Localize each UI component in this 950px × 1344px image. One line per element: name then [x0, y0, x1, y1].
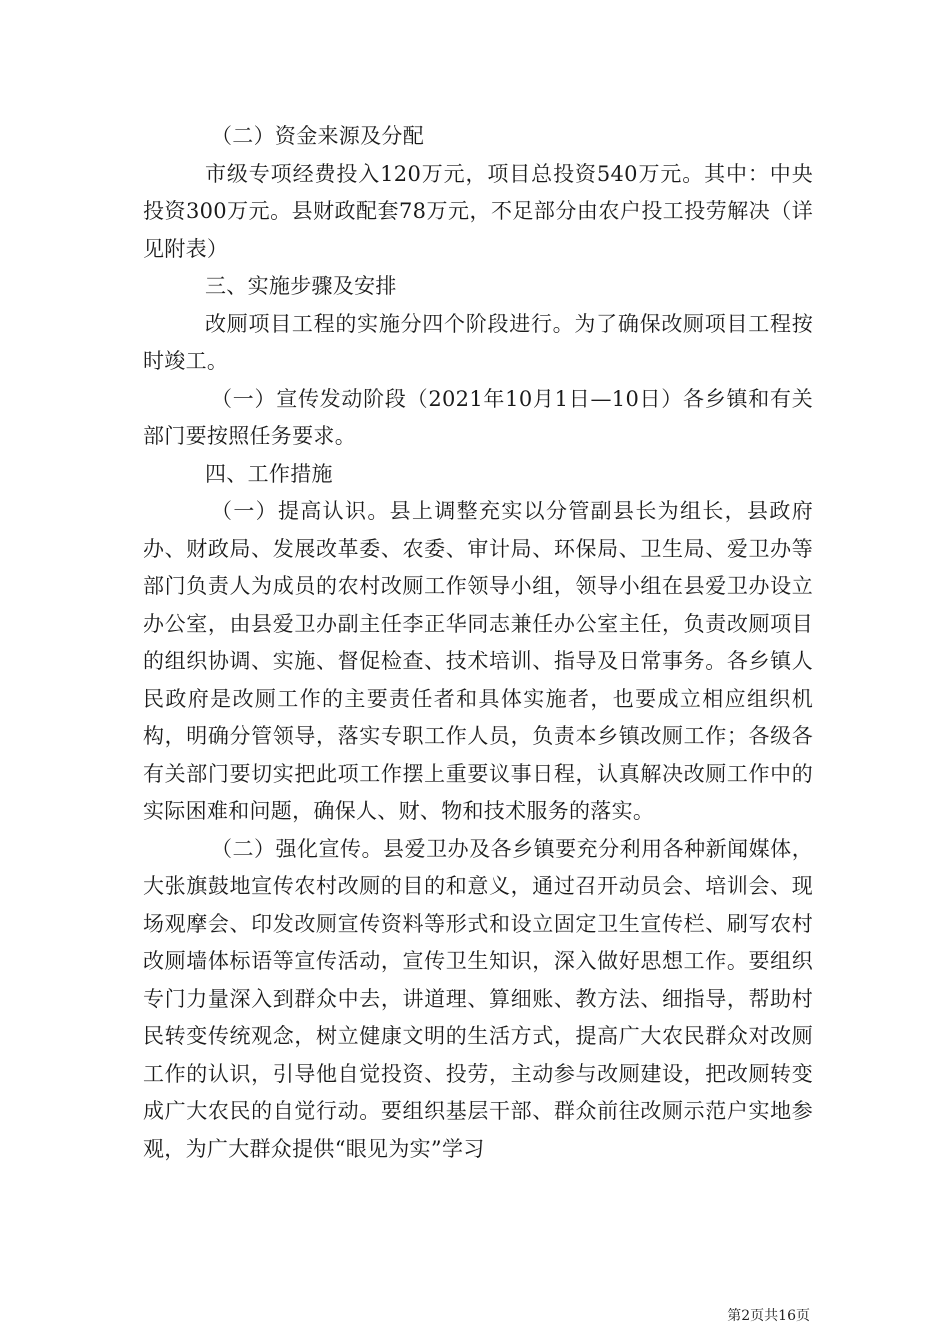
paragraph-publicity-phase: （一）宣传发动阶段（2021年10月1日—10日）各乡镇和有关部门要按照任务要求。 — [143, 386, 813, 448]
paragraph-strengthen-publicity: （二）强化宣传。县爱卫办及各乡镇要充分利用各种新闻媒体，大张旗鼓地宣传农村改厕的目的和意义，通过召开动员会、培训会、现场观摩会、印发改厕宣传资料等形式和设立固定卫生宣传栏、刷写农村改厕墙体标语等宣传活动，宣传卫生知识，深入做好思想工作。要组织专门力量深入到群众中去，讲道理、算细账、教方法、细指导，帮助村民转变传统观念，树立健康文明的生活方式，提高广大农民群众对改厕工作的认识，引导他自觉投资、投劳，主动参与改厕建设，把改厕转变成广大农民的自觉行动。要组织基层干部、群众前往改厕示范户实地参观，为广大群众提供“眼见为实”学习 — [143, 836, 813, 1161]
paragraph-implementation-phases: 改厕项目工程的实施分四个阶段进行。为了确保改厕项目工程按时竣工。 — [143, 311, 813, 373]
document-body — [143, 118, 813, 1168]
paragraph-raise-awareness: （一）提高认识。县上调整充实以分管副县长为组长，县政府办、财政局、发展改革委、农委、审计局、环保局、卫生局、爱卫办等部门负责人为成员的农村改厕工作领导小组，领导小组在县爱卫办设立办公室，由县爱卫办副主任李正华同志兼任办公室主任，负责改厕项目的组织协调、实施、督促检查、技术培训、指导及日常事务。各乡镇人民政府是改厕工作的主要责任者和具体实施者，也要成立相应组织机构，明确分管领导，落实专职工作人员，负责本乡镇改厕工作；各级各有关部门要切实把此项工作摆上重要议事日程，认真解决改厕工作中的实际困难和问题，确保人、财、物和技术服务的落实。 — [143, 499, 813, 823]
paragraph-fund-details: 市级专项经费投入120万元，项目总投资540万元。其中：中央投资300万元。县财政配套78万元，不足部分由农户投工投劳解决（详见附表） — [143, 161, 813, 261]
page-number-footer: 第2页共16页 — [727, 1308, 810, 1324]
section-heading-work-measures: 四、工作措施 — [205, 461, 333, 486]
section-heading-implementation-steps: 三、实施步骤及安排 — [205, 274, 397, 298]
section-heading-fund-source: （二）资金来源及分配 — [211, 124, 424, 148]
